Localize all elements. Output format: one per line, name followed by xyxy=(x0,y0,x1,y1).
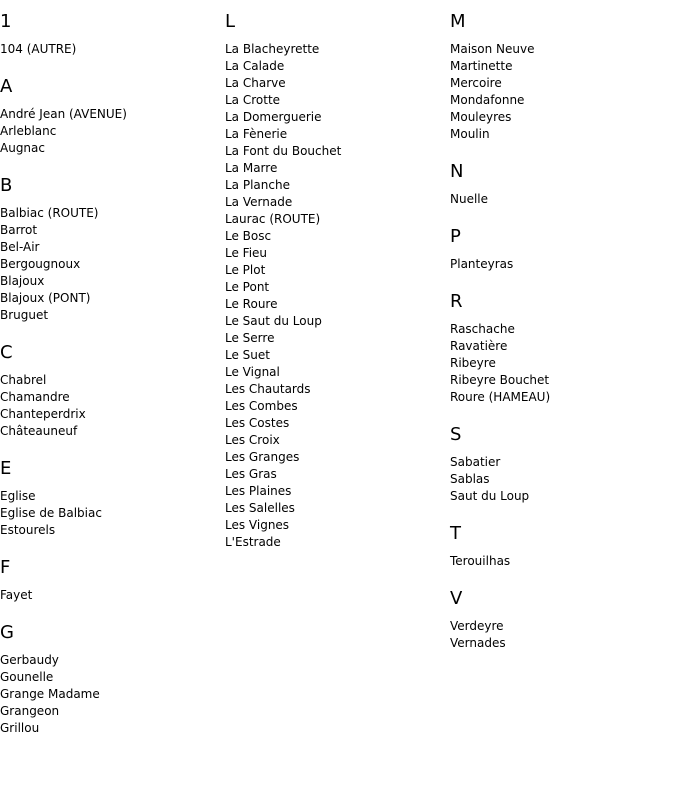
street-link[interactable]: Chamandre xyxy=(0,390,70,404)
street-link[interactable]: La Font du Bouchet xyxy=(225,144,342,158)
street-link[interactable]: Le Bosc xyxy=(225,229,272,243)
letter-group xyxy=(0,557,225,604)
street-link[interactable]: Augnac xyxy=(0,141,45,155)
street-link[interactable]: Châteauneuf xyxy=(0,424,78,438)
street-link[interactable]: Barrot xyxy=(0,223,38,237)
street-link[interactable]: Ravatière xyxy=(450,339,508,353)
index-column xyxy=(450,0,675,670)
street-link[interactable]: Eglise xyxy=(0,489,36,503)
letter-heading: R xyxy=(450,291,463,312)
street-link[interactable]: Gounelle xyxy=(0,670,54,684)
letter-heading: E xyxy=(0,458,12,479)
street-link[interactable]: Le Pont xyxy=(225,280,270,294)
street-link[interactable]: Le Fieu xyxy=(225,246,268,260)
street-link[interactable]: Estourels xyxy=(0,523,56,537)
street-list xyxy=(0,41,225,58)
street-link[interactable]: Le Saut du Loup xyxy=(225,314,322,328)
letter-heading: T xyxy=(450,523,461,544)
street-link[interactable]: Grillou xyxy=(0,721,40,735)
street-link[interactable]: Les Combes xyxy=(225,399,298,413)
street-link[interactable]: Gerbaudy xyxy=(0,653,59,667)
street-link[interactable]: Verdeyre xyxy=(450,619,504,633)
letter-heading: M xyxy=(450,11,466,32)
street-link[interactable]: Blajoux xyxy=(0,274,45,288)
letter-group xyxy=(0,622,225,737)
street-link[interactable]: Les Vignes xyxy=(225,518,290,532)
street-link[interactable]: Le Suet xyxy=(225,348,270,362)
street-link[interactable]: La Crotte xyxy=(225,93,281,107)
street-link[interactable]: La Calade xyxy=(225,59,285,73)
letter-heading: N xyxy=(450,161,464,182)
street-link[interactable]: Les Croix xyxy=(225,433,280,447)
letter-heading: B xyxy=(0,175,13,196)
letter-heading: P xyxy=(450,226,461,247)
street-list xyxy=(450,256,675,273)
street-list xyxy=(450,41,675,143)
letter-group xyxy=(450,424,675,505)
letter-heading: S xyxy=(450,424,462,445)
street-list xyxy=(450,454,675,505)
street-link[interactable]: Le Roure xyxy=(225,297,278,311)
street-list xyxy=(450,191,675,208)
letter-group xyxy=(450,226,675,273)
street-link[interactable]: Ribeyre xyxy=(450,356,496,370)
letter-heading: L xyxy=(225,11,236,32)
street-link[interactable]: Les Salelles xyxy=(225,501,295,515)
street-link[interactable]: Vernades xyxy=(450,636,506,650)
street-link[interactable]: Mondafonne xyxy=(450,93,525,107)
street-link[interactable]: Blajoux (PONT) xyxy=(0,291,91,305)
letter-heading: C xyxy=(0,342,13,363)
street-list xyxy=(450,618,675,652)
street-list xyxy=(0,106,225,157)
letter-group xyxy=(0,76,225,157)
street-link[interactable]: Les Granges xyxy=(225,450,300,464)
street-link[interactable]: Les Plaines xyxy=(225,484,292,498)
street-link[interactable]: Le Vignal xyxy=(225,365,280,379)
letter-heading: A xyxy=(0,76,13,97)
street-link[interactable]: La Marre xyxy=(225,161,278,175)
street-link[interactable]: La Planche xyxy=(225,178,290,192)
street-link[interactable]: Le Serre xyxy=(225,331,275,345)
letter-group xyxy=(450,291,675,406)
letter-heading: V xyxy=(450,588,463,609)
street-link[interactable]: Arleblanc xyxy=(0,124,57,138)
street-link[interactable]: Moulin xyxy=(450,127,490,141)
letter-group xyxy=(450,523,675,570)
street-link[interactable]: Maison Neuve xyxy=(450,42,535,56)
street-list xyxy=(0,587,225,604)
street-link[interactable]: Grange Madame xyxy=(0,687,100,701)
street-link[interactable]: André Jean (AVENUE) xyxy=(0,107,127,121)
street-link[interactable]: La Domerguerie xyxy=(225,110,322,124)
street-link[interactable]: Sabatier xyxy=(450,455,501,469)
street-link[interactable]: La Blacheyrette xyxy=(225,42,320,56)
street-link[interactable]: Sablas xyxy=(450,472,490,486)
letter-heading: F xyxy=(0,557,11,578)
index-column xyxy=(225,0,450,569)
street-link[interactable]: Les Costes xyxy=(225,416,290,430)
street-list xyxy=(450,553,675,570)
street-link[interactable]: Grangeon xyxy=(0,704,60,718)
street-link[interactable]: L'Estrade xyxy=(225,535,281,549)
street-list xyxy=(0,372,225,440)
street-list xyxy=(0,488,225,539)
street-link[interactable]: Bel-Air xyxy=(0,240,40,254)
street-link[interactable]: Roure (HAMEAU) xyxy=(450,390,551,404)
street-link[interactable]: Raschache xyxy=(450,322,515,336)
street-link[interactable]: Saut du Loup xyxy=(450,489,530,503)
letter-group xyxy=(0,11,225,58)
street-link[interactable]: Eglise de Balbiac xyxy=(0,506,102,520)
street-link[interactable]: La Fènerie xyxy=(225,127,288,141)
letter-group xyxy=(225,11,450,551)
street-link[interactable]: Mercoire xyxy=(450,76,502,90)
street-link[interactable]: Bergougnoux xyxy=(0,257,81,271)
street-link[interactable]: Les Chautards xyxy=(225,382,311,396)
index-column xyxy=(0,0,225,755)
street-link[interactable]: Mouleyres xyxy=(450,110,512,124)
letter-heading: G xyxy=(0,622,14,643)
letter-group xyxy=(0,175,225,324)
street-list xyxy=(0,652,225,737)
street-link[interactable]: Bruguet xyxy=(0,308,49,322)
letter-group xyxy=(450,588,675,652)
street-link[interactable]: Fayet xyxy=(0,588,33,602)
street-link[interactable]: Chanteperdrix xyxy=(0,407,86,421)
letter-heading: 1 xyxy=(0,11,12,32)
street-link[interactable]: Terouilhas xyxy=(450,554,511,568)
street-link[interactable]: 104 (AUTRE) xyxy=(0,42,77,56)
street-link[interactable]: Laurac (ROUTE) xyxy=(225,212,321,226)
street-link[interactable]: Balbiac (ROUTE) xyxy=(0,206,99,220)
street-link[interactable]: La Vernade xyxy=(225,195,293,209)
street-link[interactable]: Planteyras xyxy=(450,257,514,271)
letter-group xyxy=(450,161,675,208)
street-link[interactable]: Chabrel xyxy=(0,373,47,387)
street-link[interactable]: Ribeyre Bouchet xyxy=(450,373,550,387)
letter-group xyxy=(0,458,225,539)
street-link[interactable]: Les Gras xyxy=(225,467,277,481)
street-list xyxy=(450,321,675,406)
street-link[interactable]: Nuelle xyxy=(450,192,489,206)
street-link[interactable]: Le Plot xyxy=(225,263,266,277)
street-list xyxy=(0,205,225,324)
street-link[interactable]: La Charve xyxy=(225,76,286,90)
letter-group xyxy=(0,342,225,440)
letter-group xyxy=(450,11,675,143)
street-list xyxy=(225,41,450,551)
street-link[interactable]: Martinette xyxy=(450,59,513,73)
